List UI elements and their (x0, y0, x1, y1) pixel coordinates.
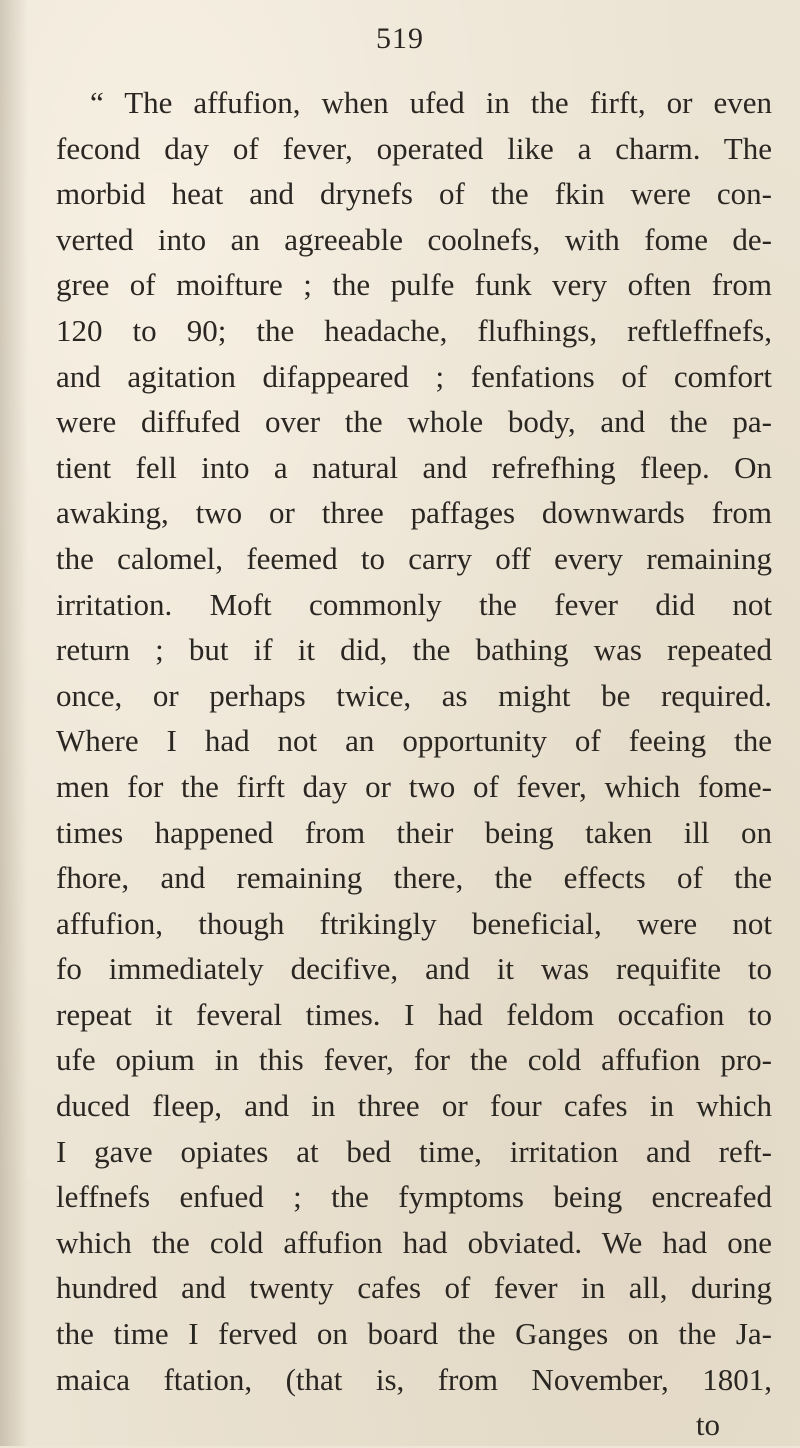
text-line: repeat it feveral times. I had feldom occafion to (56, 996, 772, 1032)
text-line: men for the firft day or two of fever, which fome- (56, 768, 772, 804)
text-line: times happened from their being taken ill on (56, 814, 772, 850)
text-line: irritation. Moft commonly the fever did not (56, 586, 772, 622)
text-line: hundred and twenty cafes of fever in all, during (56, 1270, 772, 1306)
text-line: morbid heat and drynefs of the fkin were con- (56, 176, 772, 212)
text-line: which the cold affufion had obviated. We had one (56, 1224, 772, 1260)
text-line: fhore, and remaining there, the effects of the (56, 860, 772, 896)
text-line: verted into an agreeable coolnefs, with fome de- (56, 221, 772, 257)
text-line: ufe opium in this fever, for the cold affufion pro- (56, 1042, 772, 1078)
text-line: affufion, though ftrikingly beneficial, were not (56, 905, 772, 941)
body-text (56, 80, 772, 1448)
text-line: once, or perhaps twice, as might be required. (56, 677, 772, 713)
text-line: maica ftation, (that is, from November, 1801, (56, 1361, 772, 1397)
text-line: duced fleep, and in three or four cafes in which (56, 1088, 772, 1124)
text-line: awaking, two or three paffages downwards from (56, 495, 772, 531)
text-line: tient fell into a natural and refrefhing fleep. On (56, 449, 772, 485)
catchword: to (695, 1407, 720, 1443)
text-line: 120 to 90; the headache, fluf​hings, reftleffnefs, (56, 312, 772, 348)
text-line: were diffufed over the whole body, and the pa- (56, 404, 772, 440)
text-line: and agitation difappeared ; fenfations of comfort (56, 358, 772, 394)
text-line: “ The affufion, when ufed in the firft, or even (90, 85, 772, 120)
text-line: gree of moifture ; the pulfe funk very often from (56, 267, 772, 303)
text-line: fecond day of fever, operated like a charm. The (56, 130, 772, 166)
text-line: fo immediately decifive, and it was requifite to (56, 951, 772, 987)
text-line: the time I ferved on board the Ganges on the Ja- (56, 1316, 772, 1352)
binding-gutter-shadow (0, 0, 28, 1446)
text-line: I gave opiates at bed time, irritation and reft- (56, 1133, 772, 1169)
text-line: Where I had not an opportunity of feeing the (56, 723, 772, 759)
text-line: the calomel, feemed to carry off every remaining (56, 540, 772, 576)
text-line: return ; but if it did, the bathing was repeated (56, 632, 772, 668)
page-number: 519 (376, 22, 424, 55)
text-line: leffnefs enfued ; the fymptoms being encreafed (56, 1179, 772, 1215)
